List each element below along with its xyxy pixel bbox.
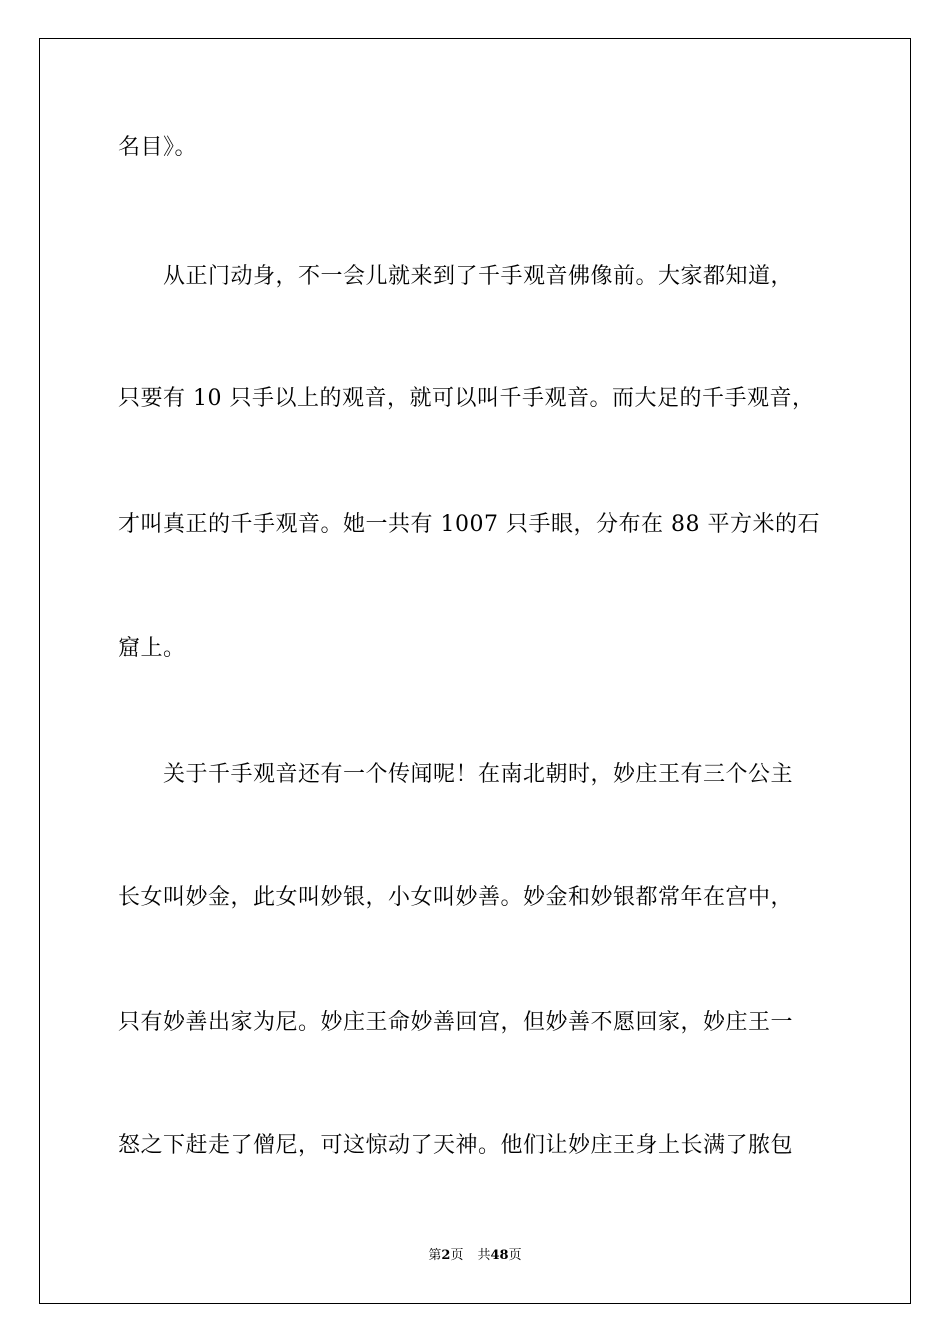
text-line-9: 怒之下赶走了僧尼，可这惊动了天神。他们让妙庄王身上长满了脓包	[118, 1133, 794, 1158]
text-line-8: 只有妙善出家为尼。妙庄王命妙善回宫，但妙善不愿回家，妙庄王一	[118, 1010, 794, 1035]
page-border	[39, 38, 911, 1304]
total-prefix: 共	[477, 1248, 491, 1263]
page-footer	[0, 1247, 950, 1265]
total-suffix: 页	[508, 1248, 522, 1263]
total-pages: 48	[490, 1248, 509, 1263]
text-line-7: 长女叫妙金，此女叫妙银，小女叫妙善。妙金和妙银都常年在宫中，	[118, 885, 794, 910]
text-line-4: 才叫真正的千手观音。她一共有 1007 只手眼，分布在 88 平方米的石	[118, 512, 820, 537]
page-prefix: 第	[428, 1248, 442, 1263]
text-line-5: 窟上。	[118, 636, 186, 661]
text-line-1: 名目》。	[118, 135, 198, 160]
page-number: 2	[441, 1248, 451, 1263]
text-line-2: 从正门动身，不一会儿就来到了千手观音佛像前。大家都知道，	[163, 264, 794, 289]
text-line-6: 关于千手观音还有一个传闻呢！在南北朝时，妙庄王有三个公主	[163, 762, 794, 787]
text-line-3: 只要有 10 只手以上的观音，就可以叫千手观音。而大足的千手观音，	[118, 386, 815, 411]
page-suffix: 页	[450, 1248, 464, 1263]
